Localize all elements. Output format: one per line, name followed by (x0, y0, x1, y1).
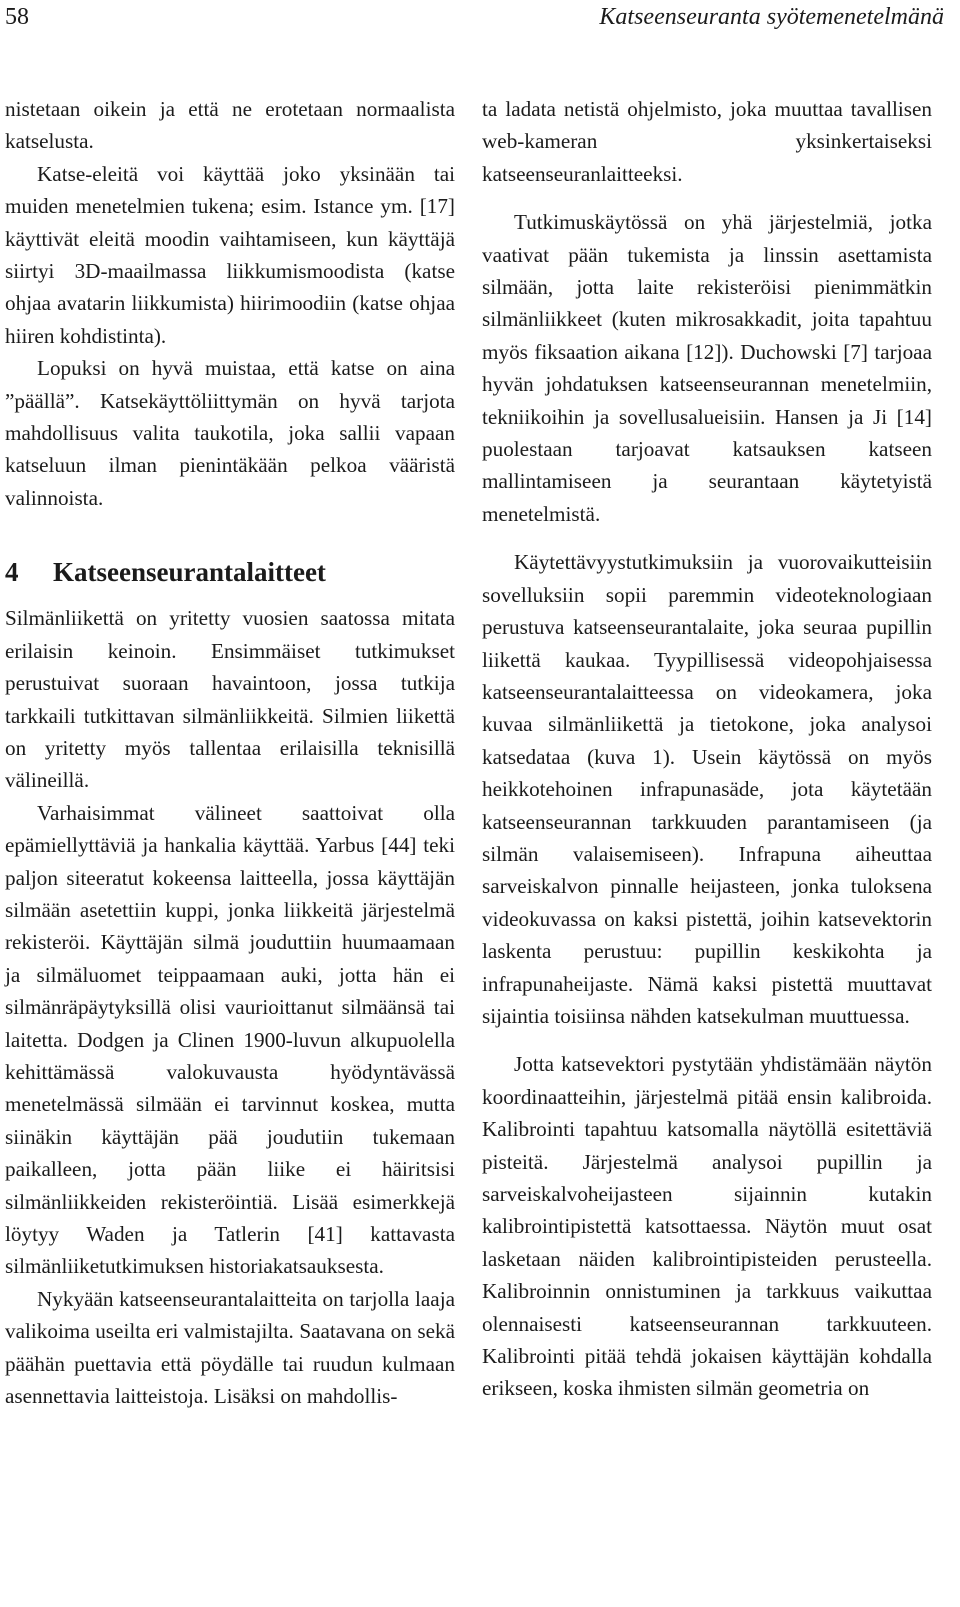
paragraph: Varhaisimmat välineet saattoivat olla epämiellyttäviä ja hankalia käyttää. Yarbus [44] teki paljon siteeratut kokeensa laitteella, jossa käyttäjän silmään asetettiin kuppi, jonka liikkeitä järjestelmä rekisteröi. Käyttäjän silmä jouduttiin huumaamaan ja silmäluomet teippaamaan auki, jotta hän ei silmänräpäytyksillä olisi vaurioittanut silmäänsä tai laitetta. Dodgen ja Clinen 1900-luvun alkupuolella kehittämässä valokuvausta hyödyntävässä menetelmässä silmään ei tarvinnut koskea, mutta siinäkin käyttäjän pää joudutiin tukemaan paikalleen, jotta pään liike ei häiritsisi silmänliikkeiden rekisteröintiä. Lisää esimerkkejä löytyy Waden ja Tatlerin [41] kattavasta silmänliiketutkimuksen historiakatsauksesta. (5, 800, 455, 1279)
paragraph: ta ladata netistä ohjelmisto, joka muuttaa tavallisen web-kameran yksinkertaiseksi katseenseuranlaitteeksi. (482, 97, 932, 186)
right-column (482, 93, 932, 1405)
page-number: 58 (5, 4, 29, 30)
paragraph: Nykyään katseenseurantalaitteita on tarjolla laaja valikoima useilta eri valmistajilta. Saatavana on sekä päähän puettavia että pöydälle tai ruudun kulmaan asennettavia laitteistoja. Lisäksi on mahdollis- (5, 1286, 455, 1409)
running-title: Katseenseuranta syötemenetelmänä (599, 4, 944, 30)
paragraph: Lopuksi on hyvä muistaa, että katse on aina ”päällä”. Katsekäyttöliittymän on hyvä tarjota mahdollisuus valita taukotila, joka sallii vapaan katseluun ilman pienintäkään pelkoa vääristä valinnoista. (5, 356, 455, 510)
paragraph: Tutkimuskäytössä on yhä järjestelmiä, jotka vaativat pään tukemista ja linssin asettamista silmään, jotta laite rekisteröisi pienimmätkin silmänliikkeet (kuten mikrosakkadit, joita tapahtuu myös fiksaation aikana [12]). Duchowski [7] tarjoaa hyvän johdatuksen katseenseurannan menetelmiin, tekniikoihin ja sovellusalueisiin. Hansen ja Ji [14] puolestaan tarjoavat katsauksen katseen mallintamiseen ja seurantaan käytetyistä menetelmistä. (482, 210, 932, 526)
section-number: 4 (5, 557, 19, 588)
paragraph: Jotta katsevektori pystytään yhdistämään näytön koordinaatteihin, järjestelmä pitää ensin kalibroida. Kalibrointi tapahtuu katsomalla näytöllä esitettäviä pisteitä. Järjestelmä analysoi pupillin ja sarveiskalvoheijasteen sijainnin kutakin kalibrointipistettä katsottaessa. Näytön muut osat lasketaan näiden kalibrointipisteiden perusteella. Kalibroinnin onnistuminen ja tarkkuus vaikuttaa olennaisesti katseenseurannan tarkkuuteen. Kalibrointi pitää tehdä jokaisen käyttäjän kohdalla erikseen, koska ihmisten silmän geometria on (482, 1052, 932, 1401)
paragraph: Käytettävyystutkimuksiin ja vuorovaikutteisiin sovelluksiin sopii paremmin videoteknologiaan perustuva katseenseurantalaite, joka seuraa pupillin liikettä kaukaa. Tyypillisessä videopohjaisessa katseenseurantalaitteessa on videokamera, joka kuvaa silmänliikettä ja tietokone, joka analysoi katsedataa (kuva 1). Usein käytössä on myös heikkotehoinen infrapunasäde, jota käytetään katseenseurannan tarkkuuden parantamiseen (ja silmän valaisemiseen). Infrapuna aiheuttaa sarveiskalvon pinnalle heijasteen, jonka tuloksena videokuvassa on kaksi pistettä, joihin katsevektorin laskenta perustuu: pupillin keskikohta ja infrapunaheijaste. Nämä kaksi pistettä muuttavat sijaintia toisiinsa nähden katsekulman muuttuessa. (482, 550, 932, 1028)
paragraph: Katse-eleitä voi käyttää joko yksinään tai muiden menetelmien tukena; esim. Istance ym. [17] käyttivät eleitä moodin vaihtamiseen, kun käyttäjä siirtyi 3D-maailmassa liikkumismoodista (katse ohjaa avatarin liikkumista) hiirimoodiin (katse ohjaa hiiren kohdistinta). (5, 161, 455, 348)
paragraph: nistetaan oikein ja että ne erotetaan normaalista katselusta. (5, 97, 455, 154)
section-heading (5, 555, 455, 589)
page-header (0, 0, 960, 36)
paragraph: Silmänliikettä on yritetty vuosien saatossa mitata erilaisin keinoin. Ensimmäiset tutkimukset perustuivat suoraan havaintoon, jossa tutkija tarkkaili tutkittavan silmänliikkeitä. Silmien liikettä on yritetty myös tallentaa erilaisilla teknisillä välineillä. (5, 606, 455, 793)
left-column (5, 93, 455, 1412)
section-title: Katseenseurantalaitteet (53, 557, 326, 588)
